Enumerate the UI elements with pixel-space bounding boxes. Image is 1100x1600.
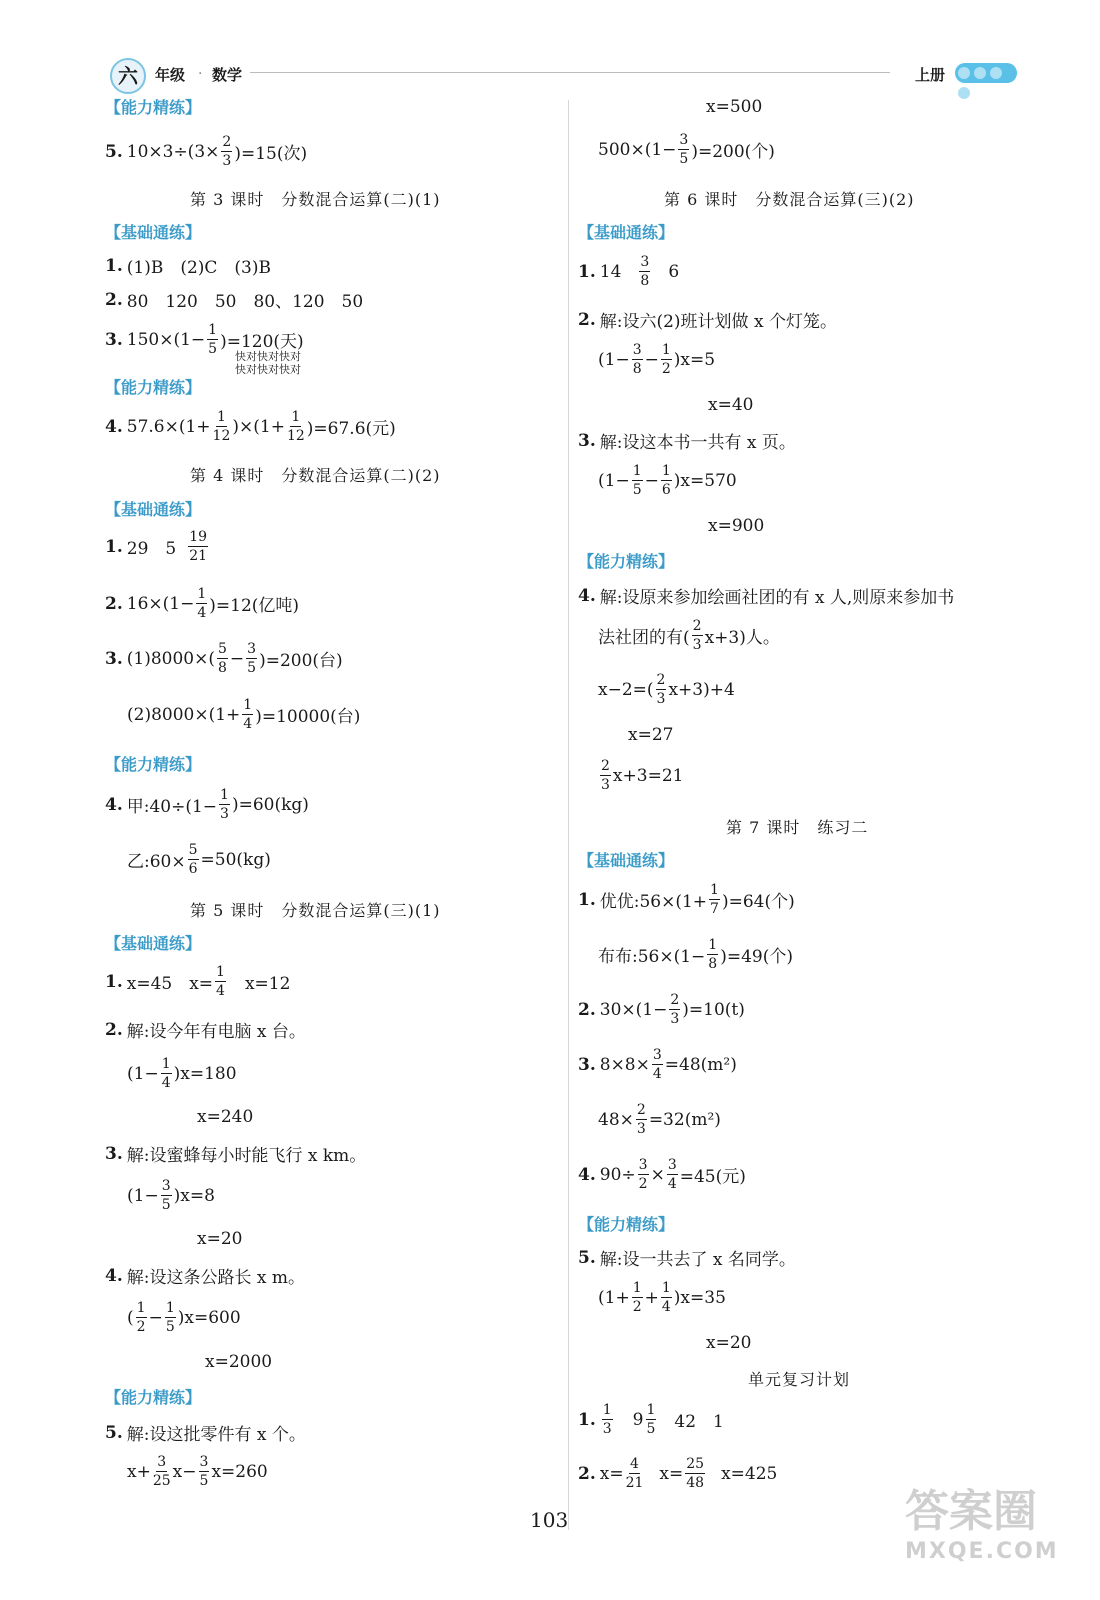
answer-line: 2. 解:设六(2)班计划做 x 个灯笼。 — [578, 309, 837, 332]
lesson-title: 单元复习计划 — [748, 1370, 851, 1389]
answer-line: (1− $\frac{1}{4}$ )x=180 — [127, 1056, 237, 1091]
fraction: $\frac{5}{6}$ — [188, 842, 198, 877]
answer-line: 3. 150×(1− $\frac{1}{5}$ )=120(天) — [105, 322, 304, 357]
answer-line: 5. 解:设这批零件有 x 个。 — [105, 1422, 306, 1445]
fraction: $\frac{25}{48}$ — [686, 1456, 705, 1491]
fraction: $\frac{1}{5}$ — [208, 322, 218, 357]
fraction: $\frac{1}{12}$ — [286, 409, 305, 444]
watermark-logo: 答案圈 MXQE.COM — [905, 1486, 1059, 1564]
grade-badge: 六 — [110, 58, 146, 94]
answer-line: 1. 优优:56×(1+ $\frac{1}{7}$ )=64(个) — [578, 882, 795, 917]
header-rule — [250, 72, 890, 73]
section-heading: 【基础通练】 — [105, 223, 202, 242]
fraction: $\frac{3}{4}$ — [667, 1157, 677, 1192]
section-heading: 【能力精练】 — [578, 1215, 675, 1234]
answer-line: 4. 解:设原来参加绘画社团的有 x 人,则原来参加书 — [578, 585, 955, 608]
answer-line: 2. 30×(1− $\frac{2}{3}$ )=10(t) — [578, 992, 745, 1027]
answer-line: 4. 90÷ $\frac{3}{2}$ × $\frac{3}{4}$ =45(元) — [578, 1157, 746, 1192]
fraction: $\frac{1}{7}$ — [710, 882, 719, 917]
answer-line: 3. (1)8000×( $\frac{5}{8}$ − $\frac{3}{5}$ )=200(台) — [105, 641, 343, 676]
answer-line: 法社团的有( $\frac{2}{3}$ x+3)人。 — [598, 618, 780, 653]
answer-line: x=240 — [197, 1107, 254, 1127]
answer-line: 48× $\frac{2}{3}$ =32(m²) — [598, 1102, 721, 1137]
fraction: $\frac{3}{5}$ — [161, 1178, 171, 1213]
section-heading: 【基础通练】 — [105, 934, 202, 953]
answer-line: 1. $\frac{1}{3}$ 9 $\frac{1}{5}$ 42 1 — [578, 1402, 724, 1437]
answer-line: 1. x=45 x= $\frac{1}{4}$ x=12 — [105, 964, 291, 999]
fraction: $\frac{5}{8}$ — [217, 641, 227, 676]
answer-line: 乙:60× $\frac{5}{6}$ =50(kg) — [127, 842, 271, 877]
section-heading: 【能力精练】 — [105, 755, 202, 774]
section-heading: 【能力精练】 — [105, 1388, 202, 1407]
fraction: $\frac{1}{3}$ — [602, 1402, 612, 1437]
column-divider — [568, 100, 569, 1530]
page-header — [100, 58, 1030, 94]
fraction: $\frac{2}{3}$ — [601, 758, 610, 793]
answer-line: 4. 甲:40÷(1− $\frac{1}{3}$ )=60(kg) — [105, 787, 309, 822]
answer-line: 2. 解:设今年有电脑 x 台。 — [105, 1019, 306, 1042]
fraction: $\frac{1}{8}$ — [708, 937, 718, 972]
section-heading: 【能力精练】 — [105, 98, 202, 117]
answer-line: x=27 — [628, 725, 674, 745]
fraction: $\frac{1}{6}$ — [661, 463, 671, 498]
answer-line: 5. 解:设一共去了 x 名同学。 — [578, 1247, 796, 1270]
answer-line: x=900 — [708, 516, 765, 536]
answer-line: 4. 57.6×(1+ $\frac{1}{12}$ )×(1+ $\frac{1}{12}$ )=67.6(元) — [105, 409, 396, 444]
volume-label: 上册 — [915, 66, 946, 84]
answer-line: 2. 80 120 50 80、120 50 — [105, 289, 364, 312]
answer-line: x−2=( $\frac{2}{3}$ x+3)+4 — [598, 672, 735, 707]
answer-line: (1− $\frac{3}{8}$ − $\frac{1}{2}$ )x=5 — [598, 342, 716, 377]
subject-label: 数学 — [212, 66, 243, 84]
fraction: $\frac{3}{4}$ — [652, 1047, 662, 1082]
answer-line: x=2000 — [205, 1352, 273, 1372]
fraction: $\frac{3}{8}$ — [632, 342, 642, 377]
answer-line: x=20 — [197, 1229, 243, 1249]
section-heading: 【基础通练】 — [578, 223, 675, 242]
answer-line: 1. 14 $\frac{3}{8}$ 6 — [578, 254, 680, 289]
fraction: $\frac{2}{3}$ — [670, 992, 680, 1027]
section-heading: 【基础通练】 — [578, 851, 675, 870]
answer-line: 3. 解:设这本书一共有 x 页。 — [578, 430, 796, 453]
answer-line: x=40 — [708, 395, 754, 415]
fraction: $\frac{19}{21}$ — [189, 529, 208, 564]
fraction: $\frac{4}{21}$ — [625, 1456, 644, 1491]
answer-line: 2. 16×(1− $\frac{1}{4}$ )=12(亿吨) — [105, 586, 300, 621]
answer-line: 布布:56×(1− $\frac{1}{8}$ )=49(个) — [598, 937, 793, 972]
fraction: $\frac{2}{3}$ — [222, 134, 232, 169]
answer-line: (1+ $\frac{1}{2}$ + $\frac{1}{4}$ )x=35 — [598, 1280, 726, 1315]
lesson-title: 第 4 课时 分数混合运算(二)(2) — [190, 466, 441, 485]
fraction: $\frac{1}{12}$ — [212, 409, 231, 444]
fraction: $\frac{2}{3}$ — [636, 1102, 646, 1137]
section-heading: 【能力精练】 — [578, 552, 675, 571]
fraction: $\frac{3}{5}$ — [679, 132, 689, 167]
answer-line: $\frac{2}{3}$ x+3=21 — [601, 758, 684, 793]
fraction: $\frac{3}{25}$ — [152, 1454, 171, 1489]
handwritten-note: 快对快对快对 快对快对快对 — [235, 350, 301, 376]
answer-line: 2. x= $\frac{4}{21}$ x= $\frac{25}{48}$ x=425 — [578, 1456, 778, 1491]
answer-line: 1. (1)B (2)C (3)B — [105, 255, 271, 278]
fraction: $\frac{1}{4}$ — [661, 1280, 671, 1315]
answer-line: (2)8000×(1+ $\frac{1}{4}$ )=10000(台) — [127, 697, 361, 732]
lesson-title: 第 7 课时 练习二 — [726, 818, 869, 837]
fraction: $\frac{1}{5}$ — [632, 463, 642, 498]
answer-line: (1− $\frac{1}{5}$ − $\frac{1}{6}$ )x=570 — [598, 463, 737, 498]
fraction: $\frac{3}{5}$ — [199, 1454, 209, 1489]
answer-line: 4. 解:设这条公路长 x m。 — [105, 1265, 305, 1288]
fraction: $\frac{1}{2}$ — [136, 1300, 146, 1335]
answer-line: ( $\frac{1}{2}$ − $\frac{1}{5}$ )x=600 — [127, 1300, 241, 1335]
fraction: $\frac{1}{3}$ — [220, 787, 229, 822]
fraction: $\frac{3}{8}$ — [640, 254, 650, 289]
fraction: $\frac{2}{3}$ — [656, 672, 666, 707]
fraction: $\frac{1}{2}$ — [632, 1280, 642, 1315]
fraction: $\frac{3}{2}$ — [638, 1157, 648, 1192]
section-heading: 【基础通练】 — [105, 500, 202, 519]
answer-line: 3. 8×8× $\frac{3}{4}$ =48(m²) — [578, 1047, 737, 1082]
fraction: $\frac{2}{3}$ — [692, 618, 702, 653]
separator-dot: · — [198, 66, 203, 82]
lesson-title: 第 3 课时 分数混合运算(二)(1) — [190, 190, 441, 209]
fraction: $\frac{1}{5}$ — [165, 1300, 175, 1335]
fraction: $\frac{1}{4}$ — [243, 697, 253, 732]
fraction: $\frac{1}{4}$ — [161, 1056, 171, 1091]
answer-line: x+ $\frac{3}{25}$ x− $\frac{3}{5}$ x=260 — [127, 1454, 268, 1489]
answer-line: 5. 10×3÷(3× $\frac{2}{3}$ )=15(次) — [105, 134, 308, 169]
answer-line: 3. 解:设蜜蜂每小时能飞行 x km。 — [105, 1143, 367, 1166]
section-heading: 【能力精练】 — [105, 378, 202, 397]
fraction: $\frac{1}{2}$ — [661, 342, 671, 377]
fraction: $\frac{1}{4}$ — [216, 964, 225, 999]
lesson-title: 第 6 课时 分数混合运算(三)(2) — [664, 190, 915, 209]
fraction: $\frac{1}{5}$ — [646, 1402, 656, 1437]
answer-line: x=500 — [706, 97, 763, 117]
answer-line: (1− $\frac{3}{5}$ )x=8 — [127, 1178, 215, 1213]
brand-logo-icon — [955, 63, 1017, 83]
fraction: $\frac{1}{4}$ — [197, 586, 207, 621]
grade-label: 年级 — [155, 66, 186, 84]
answer-line: 500×(1− $\frac{3}{5}$ )=200(个) — [598, 132, 775, 167]
answer-line: x=20 — [706, 1333, 752, 1353]
fraction: $\frac{3}{5}$ — [247, 641, 257, 676]
page-number: 103 — [530, 1508, 569, 1532]
answer-line: 1. 29 5 $\frac{19}{21}$ — [105, 529, 208, 564]
lesson-title: 第 5 课时 分数混合运算(三)(1) — [190, 901, 441, 920]
